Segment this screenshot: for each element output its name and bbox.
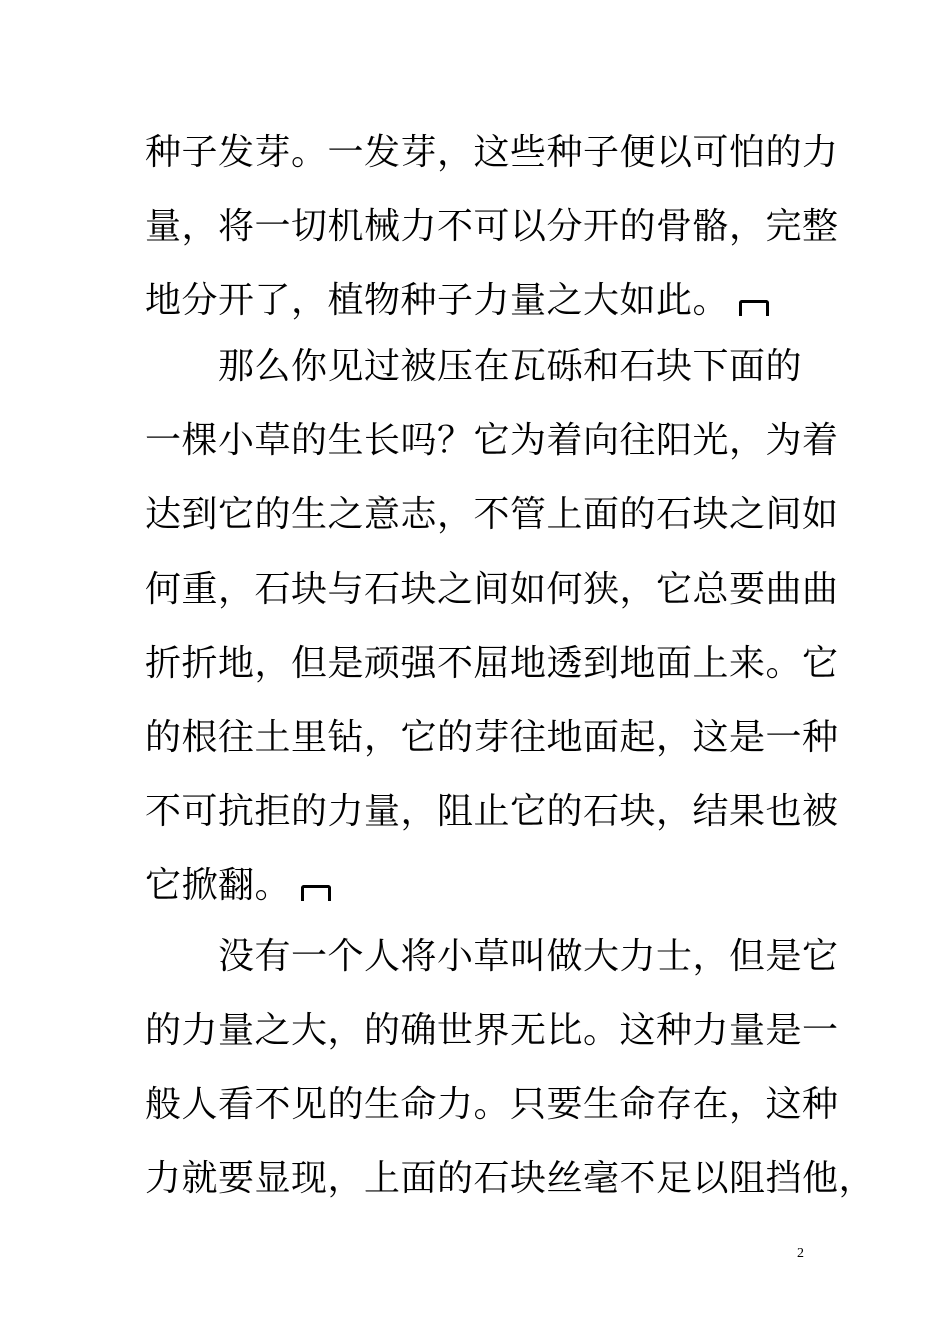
paragraph-mark-icon: [301, 885, 331, 901]
text-line: 达到它的生之意志，不管上面的石块之间如: [145, 494, 839, 535]
paragraph-mark-icon: [739, 300, 769, 316]
text-line: 折折地，但是顽强不屈地透到地面上来。它: [145, 643, 839, 684]
page-number: 2: [797, 1246, 804, 1261]
text-line: 那么你见过被压在瓦砾和石块下面的: [145, 346, 803, 387]
text-line: 的根往土里钻，它的芽往地面起，这是一种: [145, 717, 839, 758]
text-line-content: 它掀翻。: [145, 865, 292, 906]
text-line: 不可抗拒的力量，阻止它的石块，结果也被: [145, 791, 839, 832]
text-line: 般人看不见的生命力。只要生命存在，这种: [145, 1084, 839, 1125]
text-line: [145, 864, 825, 908]
text-line: 力就要显现，上面的石块丝毫不足以阻挡他，: [145, 1158, 876, 1199]
text-line: 何重，石块与石块之间如何狭，它总要曲曲: [145, 569, 839, 610]
text-line: [145, 279, 825, 323]
text-line: 量，将一切机械力不可以分开的骨骼，完整: [145, 206, 839, 247]
text-line: 没有一个人将小草叫做大力士，但是它: [145, 936, 839, 977]
text-line: 的力量之大，的确世界无比。这种力量是一: [145, 1010, 839, 1051]
text-line: 种子发芽。一发芽，这些种子便以可怕的力: [145, 132, 839, 173]
text-line: 一棵小草的生长吗？它为着向往阳光，为着: [145, 420, 839, 461]
text-line-content: 地分开了，植物种子力量之大如此。: [145, 280, 730, 321]
